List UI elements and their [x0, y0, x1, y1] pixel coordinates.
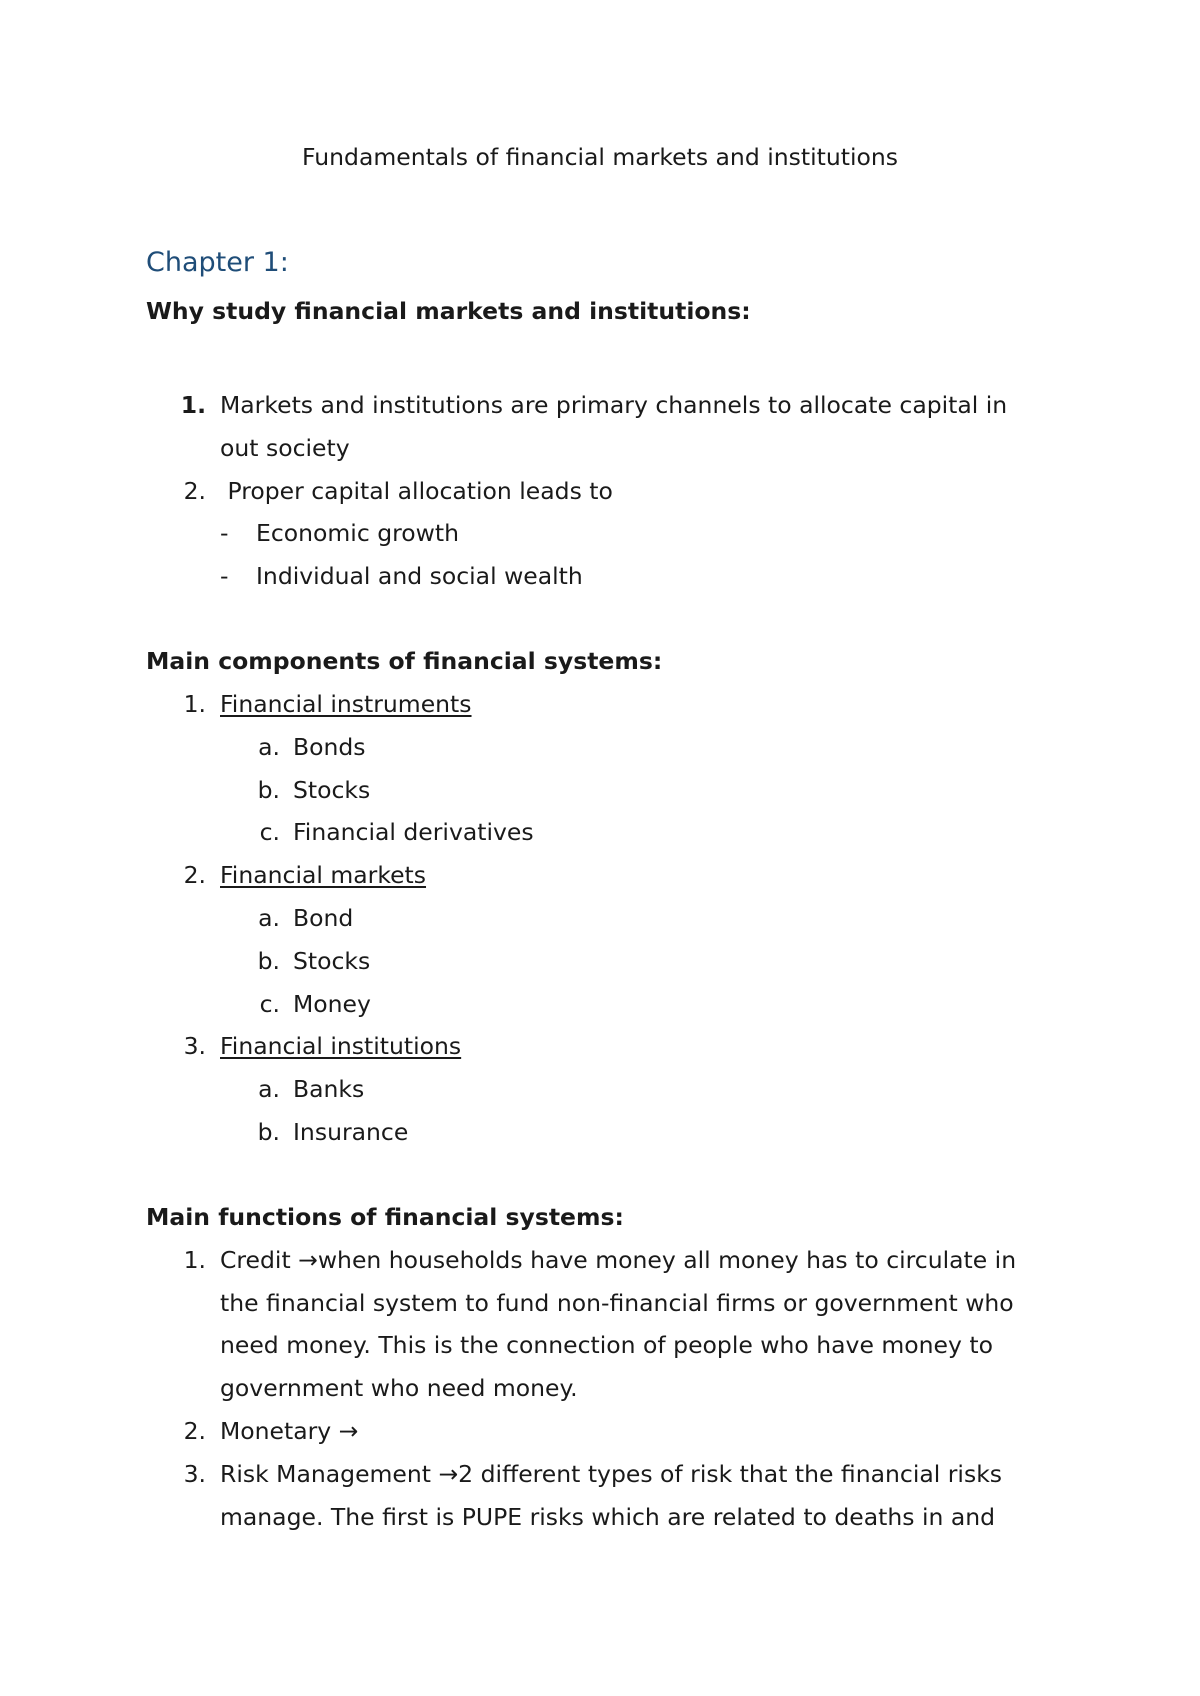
sub-list-item-text: Money — [293, 990, 371, 1018]
list-item-text-continued: manage. The first is PUPE risks which are related to deaths in and — [220, 1503, 996, 1531]
sub-list-item-text: Insurance — [293, 1118, 409, 1146]
sub-list-marker: a. — [258, 1075, 280, 1103]
sub-list-marker: b. — [257, 1118, 280, 1146]
sub-list-item-text: Bond — [293, 904, 354, 932]
sub-list-marker: a. — [258, 904, 280, 932]
list-item-text-continued: need money. This is the connection of people who have money to — [220, 1331, 993, 1359]
chapter-heading: Chapter 1: — [146, 247, 289, 278]
sub-list-item-text: Bonds — [293, 733, 366, 761]
bullet-marker: - — [220, 562, 229, 590]
list-marker: 1. — [183, 1246, 206, 1274]
section-heading-components: Main components of financial systems: — [146, 647, 663, 675]
sub-list-item-text: Stocks — [293, 776, 371, 804]
list-item-text: Financial institutions — [220, 1032, 462, 1060]
sub-list-marker: c. — [259, 990, 280, 1018]
list-item-text-continued: the financial system to fund non-financial firms or government who — [220, 1289, 1014, 1317]
list-item-text-continued: out society — [220, 434, 350, 462]
list-item-text: Financial markets — [220, 861, 427, 889]
section-heading-functions: Main functions of financial systems: — [146, 1203, 624, 1231]
sub-list-marker: b. — [257, 947, 280, 975]
list-item-text: Markets and institutions are primary channels to allocate capital in — [220, 391, 1008, 419]
list-marker: 2. — [183, 861, 206, 889]
list-item-text: Monetary → — [220, 1417, 359, 1445]
list-item-text: Risk Management →2 different types of risk that the financial risks — [220, 1460, 1003, 1488]
bullet-marker: - — [220, 519, 229, 547]
list-marker: 2. — [183, 477, 206, 505]
list-marker: 1. — [180, 391, 206, 419]
sub-list-item-text: Stocks — [293, 947, 371, 975]
section-heading-why-study: Why study financial markets and institutions: — [146, 297, 751, 325]
document-title: Fundamentals of financial markets and institutions — [302, 143, 898, 171]
sub-list-item-text: Banks — [293, 1075, 365, 1103]
list-item-text: Proper capital allocation leads to — [220, 477, 613, 505]
sub-list-marker: a. — [258, 733, 280, 761]
list-item-text: Financial instruments — [220, 690, 472, 718]
list-item-text: Credit →when households have money all money has to circulate in — [220, 1246, 1017, 1274]
bullet-item-text: Individual and social wealth — [256, 562, 583, 590]
sub-list-item-text: Financial derivatives — [293, 818, 534, 846]
list-marker: 3. — [183, 1460, 206, 1488]
sub-list-marker: b. — [257, 776, 280, 804]
list-marker: 3. — [183, 1032, 206, 1060]
bullet-item-text: Economic growth — [256, 519, 459, 547]
list-marker: 2. — [183, 1417, 206, 1445]
sub-list-marker: c. — [259, 818, 280, 846]
list-marker: 1. — [183, 690, 206, 718]
list-item-text-continued: government who need money. — [220, 1374, 578, 1402]
